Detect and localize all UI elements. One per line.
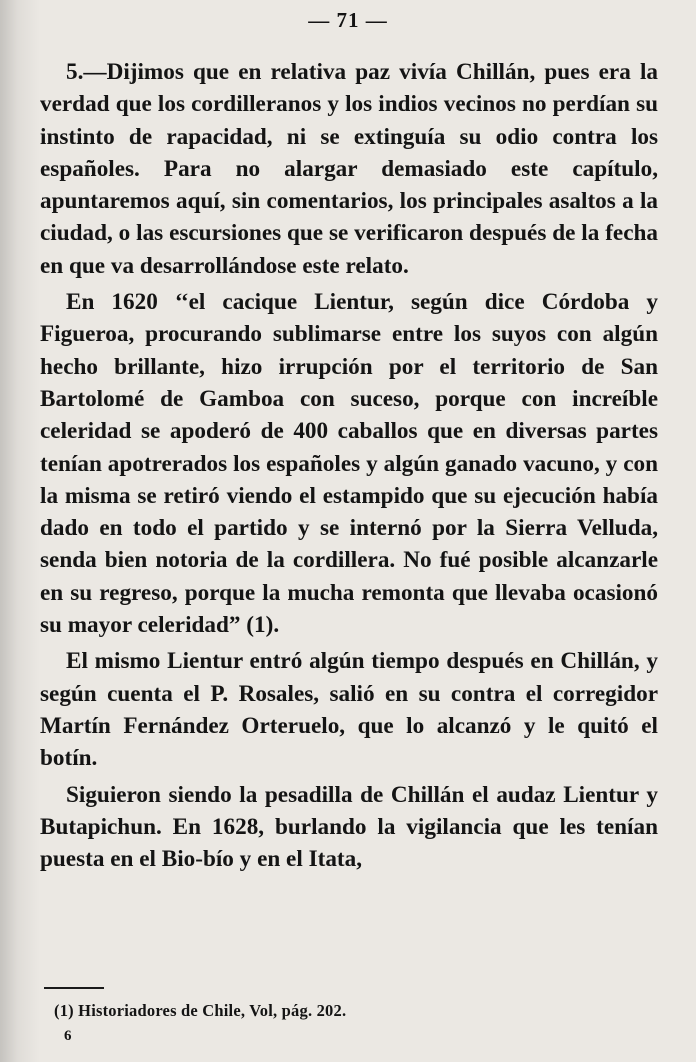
signature-mark: 6 xyxy=(64,1028,72,1044)
footnote-divider xyxy=(44,987,104,989)
paragraph-3: El mismo Lientur entró algún tiempo después en Chillán, y según cuenta el P. Rosales, salió en su contra el corregidor Martín Fernández Orteruelo, que lo alcanzó y le quitó el botín. xyxy=(40,648,658,772)
body-text xyxy=(40,56,658,879)
footnote: (1) Historiadores de Chile, Vol, pág. 202. xyxy=(54,1001,347,1020)
paragraph-2: En 1620 ‘‘el cacique Lientur, según dice Córdoba y Figueroa, procurando sublimarse entre los suyos con algún hecho brillante, hizo irrupción por el territorio de San Bartolomé de Gamboa con suceso, porque con increíble celeridad se apoderó de 400 caballos que en diversas partes tenían apotrerados los españoles y algún ganado vacuno, y con la misma se retiró viendo el estampido que su ejecución había dado en todo el partido y se internó por la Sierra Velluda, senda bien notoria de la cordillera. No fué posible alcanzarle en su regreso, porque la mucha remonta que llevaba ocasionó su mayor celeridad” (1). xyxy=(40,289,658,639)
paragraph-1: 5.—Dijimos que en relativa paz vivía Chillán, pues era la verdad que los cordilleranos y los indios vecinos no perdían su instinto de rapacidad, ni se extinguía su odio contra los españoles. Para no alargar demasiado este capítulo, apuntaremos aquí, sin comentarios, los principales asaltos a la ciudad, o las escursiones que se verificaron después de la fecha en que va desarrollándose este relato. xyxy=(40,59,658,279)
paragraph-4: Siguieron siendo la pesadilla de Chillán el audaz Lientur y Butapichun. En 1628, burlando la vigilancia que les tenían puesta en el Bio-bío y en el Itata, xyxy=(40,781,658,873)
page-number: — 71 — xyxy=(308,8,388,32)
